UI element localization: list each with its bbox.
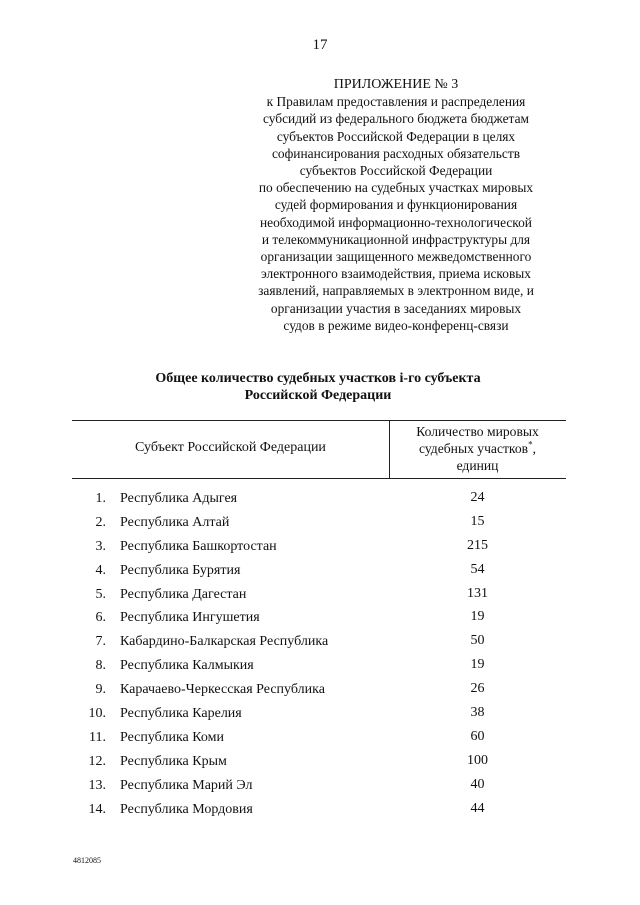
row-court-count: 26 <box>470 681 485 697</box>
row-court-count: 40 <box>470 776 485 792</box>
appendix-line: заявлений, направляемых в электронном виде, и <box>258 283 534 299</box>
table-top-rule <box>72 420 566 421</box>
row-subject-name: Республика Марий Эл <box>120 777 253 793</box>
table-row <box>72 801 566 825</box>
row-subject-name: Кабардино-Балкарская Республика <box>120 634 329 650</box>
row-court-count: 19 <box>470 657 485 673</box>
appendix-line: субъектов Российской Федерации <box>299 163 493 179</box>
row-subject-name: Республика Калмыкия <box>120 658 254 674</box>
row-number: 14. <box>88 801 106 817</box>
appendix-line: судов в режиме видео-конференц-связи <box>283 317 509 333</box>
row-court-count: 15 <box>470 513 485 529</box>
table-title-line-1: Общее количество судебных участков i-го субъекта <box>155 371 481 386</box>
row-court-count: 54 <box>470 561 485 577</box>
row-subject-name: Республика Дагестан <box>120 586 247 602</box>
appendix-line: организации участия в заседаниях мировых <box>270 300 522 316</box>
row-number: 2. <box>95 514 106 530</box>
table-row <box>72 514 566 538</box>
row-court-count: 19 <box>470 609 485 625</box>
appendix-line: организации защищенного межведомственного <box>260 249 532 265</box>
table-row <box>72 562 566 586</box>
table-row <box>72 753 566 777</box>
appendix-line: электронного взаимодействия, приема исковых <box>261 266 531 282</box>
column-header-count-line-2-text: судебных участков <box>419 441 529 456</box>
row-subject-name: Республика Бурятия <box>120 562 241 578</box>
column-header-count <box>389 423 566 474</box>
row-subject-name: Республика Алтай <box>120 514 230 530</box>
column-header-count-line-3: единиц <box>456 458 499 473</box>
row-subject-name: Республика Башкортостан <box>120 538 277 554</box>
row-court-count: 44 <box>470 800 485 816</box>
appendix-line: судей формирования и функционирования <box>274 197 518 213</box>
table-row <box>72 538 566 562</box>
row-number: 6. <box>95 610 106 626</box>
row-court-count: 215 <box>467 537 488 553</box>
row-subject-name: Республика Карелия <box>120 706 242 722</box>
appendix-line: по обеспечению на судебных участках мировых <box>258 180 534 196</box>
appendix-line: необходимой информационно-технологической <box>260 214 532 230</box>
table-row <box>72 657 566 681</box>
row-number: 10. <box>88 706 106 722</box>
appendix-line: субсидий из федерального бюджета бюджетам <box>263 111 529 127</box>
table-row <box>72 705 566 729</box>
row-number: 8. <box>95 658 106 674</box>
row-court-count: 24 <box>470 490 485 505</box>
table-title <box>0 370 636 404</box>
row-number: 4. <box>95 562 106 578</box>
row-number: 13. <box>88 777 106 793</box>
table-header-bottom-rule <box>72 478 566 479</box>
column-header-count-line-1: Количество мировых <box>416 424 539 439</box>
table-row <box>72 777 566 801</box>
column-header-count-line-2 <box>389 440 566 457</box>
column-header-count-line-2-comma: , <box>532 441 536 456</box>
row-subject-name: Карачаево-Черкесская Республика <box>120 682 325 698</box>
row-subject-name: Республика Мордовия <box>120 801 253 817</box>
appendix-line: к Правилам предоставления и распределения <box>266 94 526 110</box>
column-header-subject: Субъект Российской Федерации <box>135 440 326 455</box>
row-number: 12. <box>88 753 106 769</box>
row-court-count: 100 <box>467 752 488 768</box>
row-number: 3. <box>95 538 106 554</box>
row-number: 5. <box>95 586 106 602</box>
row-subject-name: Республика Коми <box>120 729 224 745</box>
table-row <box>72 681 566 705</box>
table-title-line-2: Российской Федерации <box>244 388 392 403</box>
row-court-count: 38 <box>470 705 485 721</box>
appendix-title: ПРИЛОЖЕНИЕ № 3 <box>333 77 459 92</box>
row-number: 7. <box>95 634 106 650</box>
table-row <box>72 633 566 657</box>
table-row <box>72 609 566 633</box>
row-court-count: 50 <box>470 633 485 649</box>
page-number: 17 <box>312 37 328 53</box>
row-court-count: 60 <box>470 728 485 744</box>
document-code: 4812085 <box>73 856 101 865</box>
row-number: 11. <box>89 729 106 745</box>
row-subject-name: Республика Крым <box>120 753 227 769</box>
appendix-line: софинансирования расходных обязательств <box>271 145 521 161</box>
table-row <box>72 729 566 753</box>
appendix-header <box>230 76 562 334</box>
appendix-line: субъектов Российской Федерации в целях <box>276 128 516 144</box>
table-row <box>72 490 566 514</box>
appendix-line: и телекоммуникационной инфраструктуры для <box>261 231 531 247</box>
table-body <box>72 490 566 824</box>
row-number: 9. <box>95 682 106 698</box>
footnote-mark: * <box>528 439 533 450</box>
table-row <box>72 586 566 610</box>
row-subject-name: Республика Адыгея <box>120 491 238 506</box>
row-number: 1. <box>95 491 106 506</box>
row-subject-name: Республика Ингушетия <box>120 610 260 626</box>
row-court-count: 131 <box>467 585 488 601</box>
